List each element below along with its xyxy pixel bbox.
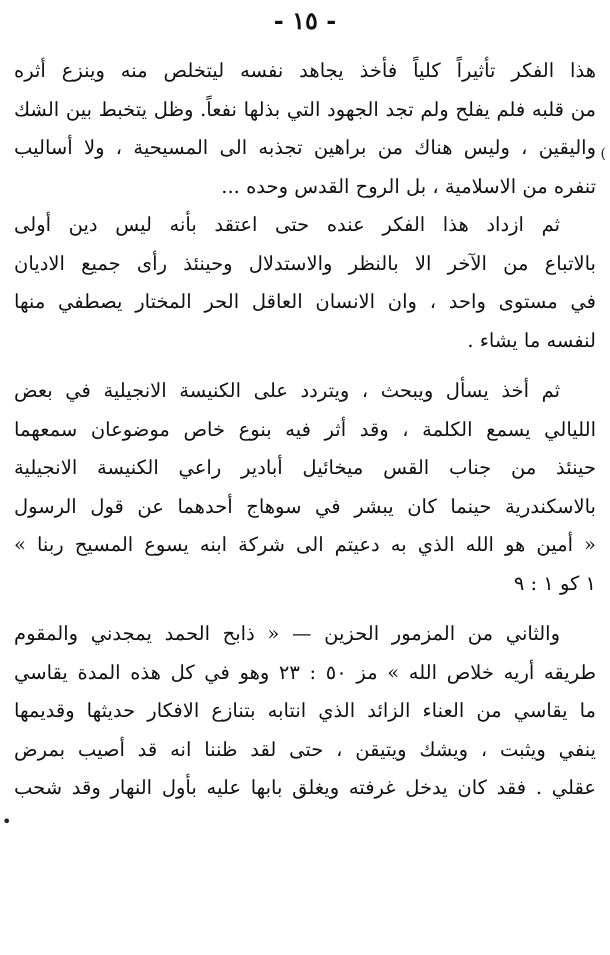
text-line: ثم أخذ يسأل ويبحث ، ويتردد على الكنيسة الانجيلية في بعض — [14, 379, 560, 402]
text-line: ما يقاسي من العناء الزائد الذي انتابه بتنازع الافكار حديثها وقديمها — [14, 699, 596, 722]
text-line: ١ كو ١ : ٩ — [513, 571, 596, 595]
text-line: في مستوى واحد ، وان الانسان العاقل الحر المختار يصطفي منها — [14, 290, 596, 313]
paragraph-3 — [14, 372, 596, 603]
text-line: ثم ازداد هذا الفكر عنده حتى اعتقد بأنه ليس دين أولى — [14, 213, 560, 236]
text-line: هذا الفكر تأثيراً كلياً فأخذ يجاهد نفسه ليتخلص منه وينزع أثره — [14, 59, 596, 82]
body-text — [14, 52, 596, 808]
text-line: حينئذ من جناب القس ميخائيل أبادير راعي الكنيسة الانجيلية — [14, 456, 596, 479]
page-number: - ١٥ - — [273, 6, 337, 35]
paragraph-2 — [14, 206, 596, 360]
margin-mark-bottom: • — [2, 812, 12, 831]
text-line: لنفسه ما يشاء . — [467, 328, 596, 352]
text-line: والثاني من المزمور الحزين — « ذابح الحمد يمجدني والمقوم — [14, 622, 560, 645]
text-line: ينفي ويثبت ، ويشك ويتيقن ، حتى لقد ظننا انه قد أصيب بمرض — [14, 737, 596, 761]
text-line: طريقه أريه خلاص الله » مز ٥٠ : ٢٣ وهو في كل هذه المدة يقاسي — [14, 660, 596, 684]
text-line: بالاتباع من الآخر الا بالنظر والاستدلال وحينئذ رأى جميع الاديان — [14, 251, 596, 275]
text-line: عقلي . فقد كان يدخل غرفته ويغلق بابها عليه بأول النهار وقد شحب — [14, 776, 596, 799]
paragraph-4 — [14, 615, 596, 808]
text-line: بالاسكندرية حينما كان يبشر في سوهاج أحدهما عن قول الرسول — [14, 494, 596, 518]
text-line: الليالي يسمع الكلمة ، وقد أثر فيه بنوع خاص موضوعان سمعهما — [14, 417, 596, 441]
text-line: « أمين هو الله الذي به دعيتم الى شركة ابنه يسوع المسيح ربنا » — [14, 533, 596, 556]
paragraph-1 — [14, 52, 596, 206]
text-line: تنفره من الاسلامية ، بل الروح القدس وحده ... — [221, 174, 596, 198]
text-line: من قلبه فلم يفلح ولم تجد الجهود التي بذلها نفعاً. وظل يتخبط بين الشك — [14, 97, 596, 121]
text-line: واليقين ، وليس هناك من براهين تجذبه الى المسيحية ، ولا أساليب — [14, 136, 596, 159]
margin-mark-top: ( — [600, 146, 606, 162]
